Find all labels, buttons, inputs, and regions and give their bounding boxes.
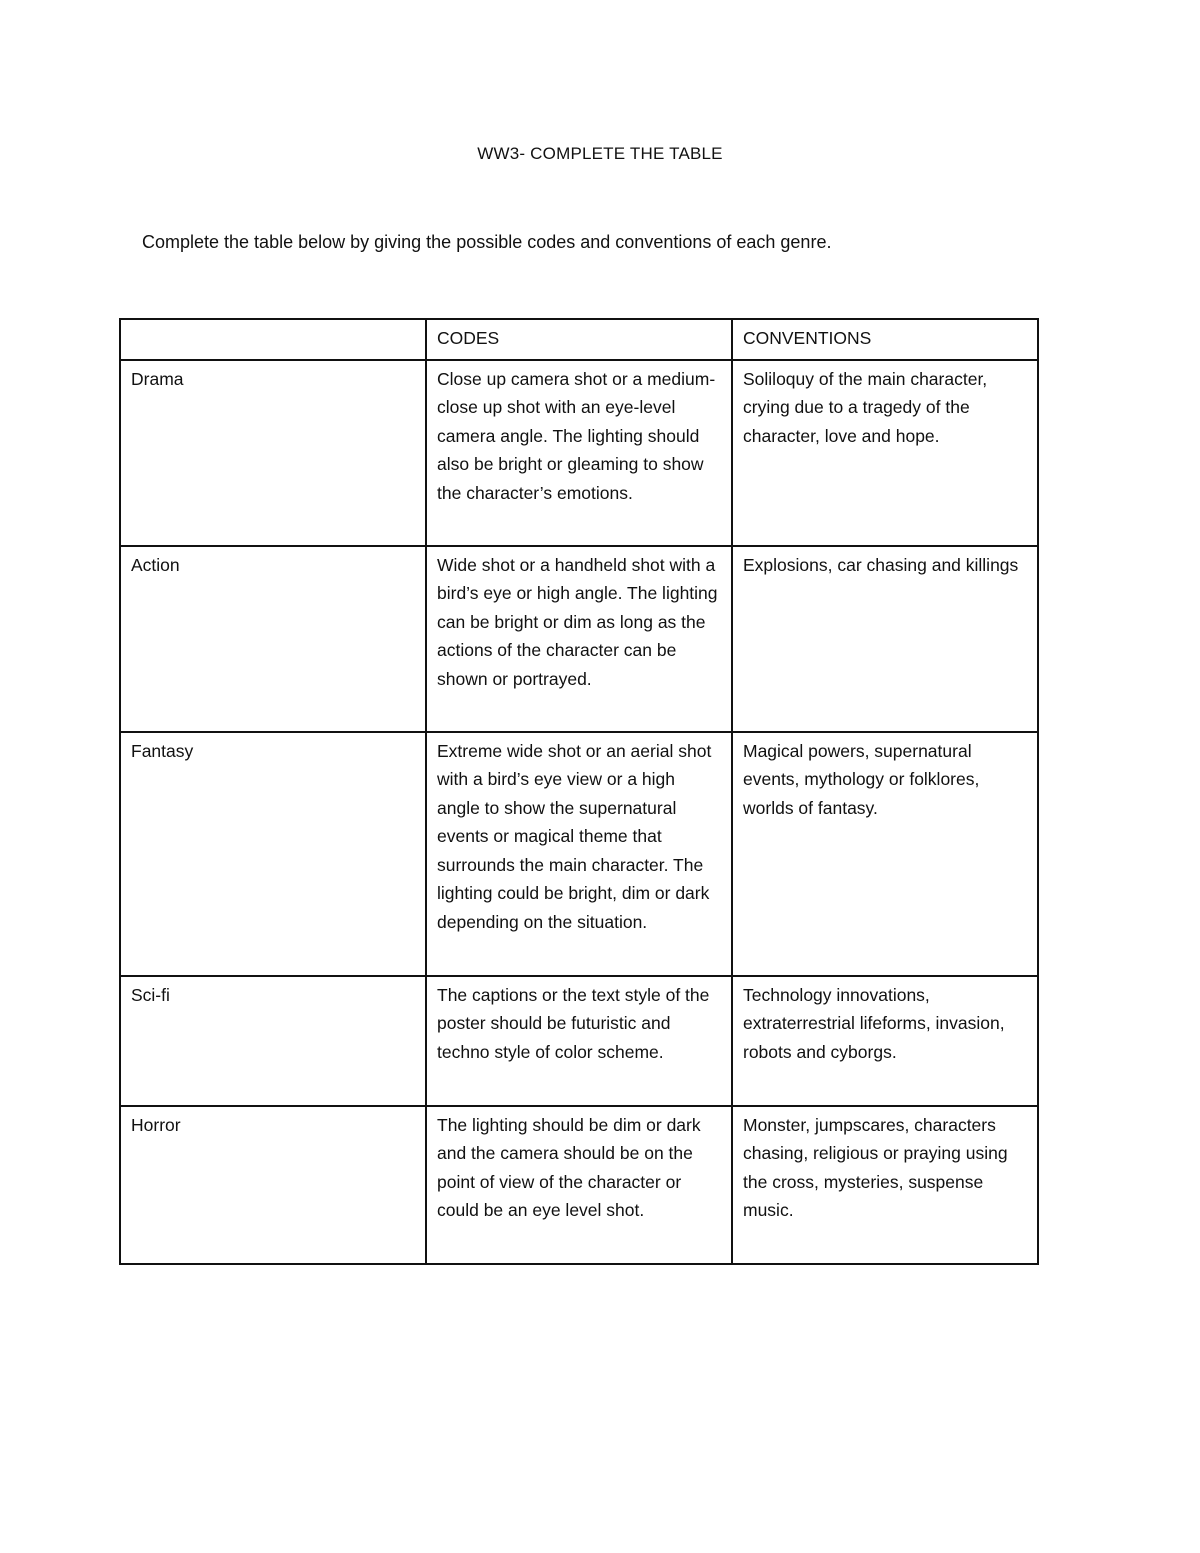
header-cell-codes: CODES <box>426 319 732 360</box>
conventions-cell: Technology innovations, extraterrestrial lifeforms, invasion, robots and cyborgs. <box>732 976 1038 1106</box>
codes-cell: Close up camera shot or a medium-close up shot with an eye-level camera angle. The lighting should also be bright or gleaming to show the character’s emotions. <box>426 360 732 546</box>
table-row <box>120 360 1038 546</box>
table-row <box>120 732 1038 976</box>
codes-cell: The captions or the text style of the poster should be futuristic and techno style of color scheme. <box>426 976 732 1106</box>
conventions-cell: Soliloquy of the main character, crying due to a tragedy of the character, love and hope. <box>732 360 1038 546</box>
table-header-row <box>120 319 1038 360</box>
table-row <box>120 546 1038 732</box>
genre-table <box>119 318 1039 1265</box>
page-title: WW3- COMPLETE THE TABLE <box>477 144 723 163</box>
table-row <box>120 1106 1038 1264</box>
genre-cell: Fantasy <box>120 732 426 976</box>
codes-cell: Extreme wide shot or an aerial shot with a bird’s eye view or a high angle to show the supernatural events or magical theme that surrounds the main character. The lighting could be bright, dim or dark depending on the situation. <box>426 732 732 976</box>
table-row <box>120 976 1038 1106</box>
conventions-cell: Monster, jumpscares, characters chasing, religious or praying using the cross, mysteries, suspense music. <box>732 1106 1038 1264</box>
header-cell-genre <box>120 319 426 360</box>
instructions-text: Complete the table below by giving the possible codes and conventions of each genre. <box>142 232 832 252</box>
conventions-cell: Explosions, car chasing and killings <box>732 546 1038 732</box>
codes-cell: Wide shot or a handheld shot with a bird’s eye or high angle. The lighting can be bright or dim as long as the actions of the character can be shown or portrayed. <box>426 546 732 732</box>
genre-cell: Sci-fi <box>120 976 426 1106</box>
header-cell-conventions: CONVENTIONS <box>732 319 1038 360</box>
genre-cell: Drama <box>120 360 426 546</box>
genre-cell: Horror <box>120 1106 426 1264</box>
conventions-cell: Magical powers, supernatural events, mythology or folklores, worlds of fantasy. <box>732 732 1038 976</box>
genre-cell: Action <box>120 546 426 732</box>
codes-cell: The lighting should be dim or dark and the camera should be on the point of view of the character or could be an eye level shot. <box>426 1106 732 1264</box>
